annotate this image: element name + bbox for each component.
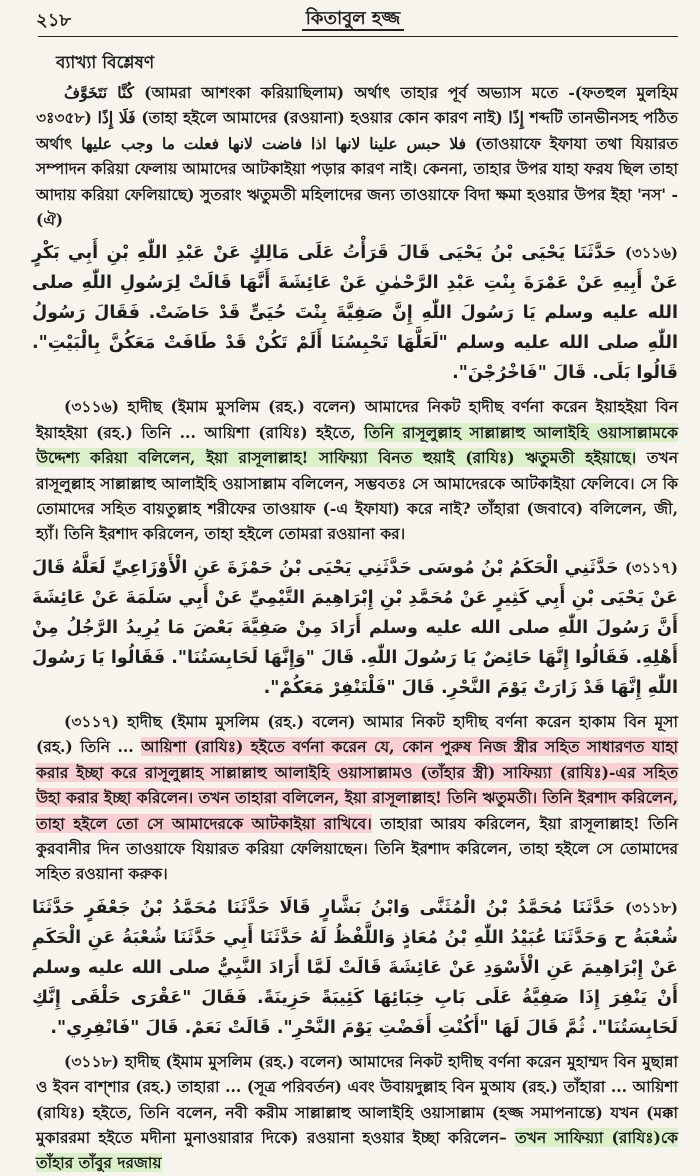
header-rule [38,36,678,37]
commentary-text-1: (আমরা আশংকা করিয়াছিলাম) অর্থাৎ তাহার পূর্ব অভ্যাস মতে -(ফতহুল মুলহিম ৩ঃ৩৫৮) [36,83,678,128]
commentary-text-4: (তাওয়াফে ইফাযা তথা যিয়ারত সম্পাদন করিয়া ফেলায় আমাদের আটকাইয়া পড়ার কারণ নাই। কেননা, তাহার উপর যাহা ফরয ছিল তাহা আদায় করিয়া ফেলিয়াছে) সুতরাং ঋতুমতী মহিলাদের জন্য তাওয়াফে বিদা ক্ষমা হওয়ার উপর ইহা 'নস' -(ঐ) [36,133,678,230]
hadith-3117-translation-part-2: তাহারা আরয করিলেন, ইয়া রাসূলাল্লাহ! তিনি কুরবানীর দিন তাওয়াফে যিয়ারত করিয়া ফেলিয়াছেন। তিনি ইরশাদ করিলেন, তাহা হইলে সে তোমাদের সহিত রওয়ানা করুক। [36,813,678,884]
section-heading: ব্যাখ্যা বিশ্লেষণ [56,53,155,73]
arabic-term-2: فَلَا إِذًا [97,108,136,128]
hadith-3118-number: (৩১১৮) [624,898,678,917]
hadith-3117-translation [36,709,678,887]
hadith-3118-arabic-text: حَدَّثَنَا مُحَمَّدُ بْنُ الْمُثَنَّى وَابْنُ بَشَّارٍ قَالَا حَدَّثَنَا مُحَمَّدُ بْنُ جَعْفَرٍ حَدَّثَنَا شُعْبَةُ ح وَحَدَّثَنَا عُبَيْدُ اللّٰهِ بْنُ مُعَاذٍ وَاللَّفْظُ لَهُ حَدَّثَنَا أَبِي حَدَّثَنَا شُعْبَةُ عَنِ الْحَكَمِ عَنْ إِبْرَاهِيمَ عَنِ الْأَسْوَدِ عَنْ عَائِشَةَ قَالَتْ لَمَّا أَرَادَ النَّبِيُّ صلى الله عليه وسلم أَنْ يَنْفِرَ إِذَا صَفِيَّةُ عَلَى بَابِ خِبَائِهَا كَئِيبَةً حَزِينَةً. فَقَالَ "عَقْرَى حَلْقَى إِنَّكِ لَحَابِسَتُنَا". ثُمَّ قَالَ لَهَا "أَكُنْتِ أَفَضْتِ يَوْمَ النَّحْرِ". قَالَتْ نَعَمْ. قَالَ "فَانْفِرِي". [32,897,678,1038]
hadith-3118-translation [36,1049,678,1176]
commentary-text-2: (তাহা হইলে আমাদের (রওয়ানা) হওয়ার কোন কারণ নাই) [135,108,509,128]
arabic-term-1: كُنَّا نَتَخَوَّفُ [64,83,135,102]
hadith-3117-translation-part-1: (৩১১৭) হাদীছ (ইমাম মুসলিম (রহ.) বলেন) আমার নিকট হাদীছ বর্ণনা করেন হাকাম বিন মূসা (রহ.) তিনি ... [36,711,678,757]
running-title [28,4,678,35]
hadith-3116-translation-part-1: (৩১১৬) হাদীছ (ইমাম মুসলিম (রহ.) বলেন) আমাদের নিকট হাদীছ বর্ণনা করেন ইয়াহইয়া বিন ইয়াহইয়া (রহ.) তিনি ... আয়িশা (রাযিঃ) হইতে, [36,397,678,442]
hadith-3117-highlight: আয়িশা (রাযিঃ) হইতে বর্ণনা করেন যে, কোন পুরুষ নিজ স্ত্রীর সহিত সাধারণত যাহা করার ইচ্ছা করে রাসূলুল্লাহ সাল্লাল্লাহু আলাইহি ওয়াসাল্লামও (তাঁহার স্ত্রী) সাফিয়্যা (রাযিঃ)-এর সহিত উহা করার ইচ্ছা করিলেন। তখন তাহারা বলিলেন, ইয়া রাসূলাল্লাহ! তিনি ঋতুমতী। তিনি ইরশাদ করিলেন, তাহা হইলে তো সে আমাদেরকে আটকাইয়া রাখিবে। [36,737,678,833]
page-number: ২১৮ [36,10,72,31]
hadith-3118-translation-part-1: (৩১১৮) হাদীছ (ইমাম মুসলিম (রহ.) বলেন) আমাদের নিকট হাদীছ বর্ণনা করেন মুহাম্মদ বিন মুছান্না ও ইবন বাশ্‌শার (রহ.) তাহারা ... (সূত্র পরিবর্তন) এবং উবায়দুল্লাহ বিন মুআয (রহ.) তাঁহারা ... আয়িশা (রাযিঃ) হইতে, তিনি বলেন, নবী করীম সাল্লাল্লাহু আলাইহি ওয়াসাল্লাম (হজ্জ সমাপনান্তে) যখন (মক্কা মুকাররমা হইতে মদীনা মুনাওয়ারার দিকে) রওয়ানা হওয়ার ইচ্ছা করিলেন– [36,1051,678,1147]
hadith-3117-arabic-text: حَدَّثَنِي الْحَكَمُ بْنُ مُوسَى حَدَّثَنِي يَحْيَى بْنُ حَمْزَةَ عَنِ الْأَوْزَاعِيِّ لَعَلَّهُ قَالَ عَنْ يَحْيَى بْنِ أَبِي كَثِيرٍ عَنْ مُحَمَّدِ بْنِ إِبْرَاهِيمَ التَّيْمِيِّ عَنْ أَبِي سَلَمَةَ عَنْ عَائِشَةَ أَنَّ رَسُولَ اللّٰهِ صلى الله عليه وسلم أَرَادَ مِنْ صَفِيَّةَ بَعْضَ مَا يُرِيدُ الرَّجُلُ مِنْ أَهْلِهِ. فَقَالُوا إِنَّهَا حَائِضٌ يَا رَسُولَ اللّٰهِ. قَالَ "وَإِنَّهَا لَحَابِسَتُنَا". فَقَالُوا يَا رَسُولَ اللّٰهِ إِنَّهَا قَدْ زَارَتْ يَوْمَ النَّحْرِ. قَالَ "فَلْتَنْفِرْ مَعَكُمْ". [32,557,678,698]
hadith-3116-translation [36,394,678,546]
page-header [28,0,678,38]
hadith-3118-arabic [32,893,678,1043]
hadith-3116-number: (৩১১৬) [624,244,679,263]
hadith-3118-highlight: তখন সাফিয়্যা (রাযিঃ)কে তাঁহার তাঁবুর দরজায় [36,1127,678,1173]
hadith-3116-highlight: তিনি রাসূলুল্লাহ সাল্লাল্লাহু আলাইহি ওয়াসাল্লামকে উদ্দেশ্য করিয়া বলিলেন, ইয়া রাসূলাল্লাহ! সাফিয়্যা বিনত হুয়াই (রাযিঃ) ঋতুমতী হইয়াছে। [36,422,678,468]
commentary-text-3: শব্দটি তানভীনসহ পঠিত অর্থাৎ [36,108,678,153]
arabic-term-3: إِذًا [508,108,524,128]
hadith-3117-arabic [32,553,678,703]
hadith-3117-number: (৩১১৭) [624,558,678,577]
hadith-3116-arabic [32,238,678,388]
running-title-text: কিতাবুল হজ্জ [302,8,405,31]
hadith-3116-translation-part-2: তখন রাসূলুল্লাহ সাল্লাল্লাহু আলাইহি ওয়াসাল্লাম বলিলেন, সম্ভবতঃ সে আমাদেরকে আটকাইয়া ফেলিবে। সে কি তোমাদের সহিত বায়তুল্লাহ শরীফের তাওয়াফ (-এ ইফাযা) করে নাই? তাঁহারা (জবাবে) বলিলেন, জী, হ্যাঁ। তিনি ইরশাদ করিলেন, তাহা হইলে তোমরা রওয়ানা কর। [36,448,678,544]
commentary-paragraph [36,80,678,232]
arabic-term-4: فلا حبس علينا لانها اذا فاضت لانها فعلت ما وجب عليها [81,133,467,153]
hadith-3116-arabic-text: حَدَّثَنَا يَحْيَى بْنُ يَحْيَى قَالَ قَرَأْتُ عَلَى مَالِكٍ عَنْ عَبْدِ اللّٰهِ بْنِ أَبِي بَكْرٍ عَنْ أَبِيهِ عَنْ عَمْرَةَ بِنْتِ عَبْدِ الرَّحْمٰنِ عَنْ عَائِشَةَ أَنَّهَا قَالَتْ لِرَسُولِ اللّٰهِ صلى الله عليه وسلم يَا رَسُولَ اللّٰهِ إِنَّ صَفِيَّةَ بِنْتَ حُيَىٍّ قَدْ حَاضَتْ. فَقَالَ رَسُولُ اللّٰهِ صلى الله عليه وسلم "لَعَلَّهَا تَحْبِسُنَا أَلَمْ تَكُنْ قَدْ طَافَتْ مَعَكُنَّ بِالْبَيْتِ". قَالُوا بَلَى. قَالَ "فَاخْرُجْنَ". [32,243,678,384]
